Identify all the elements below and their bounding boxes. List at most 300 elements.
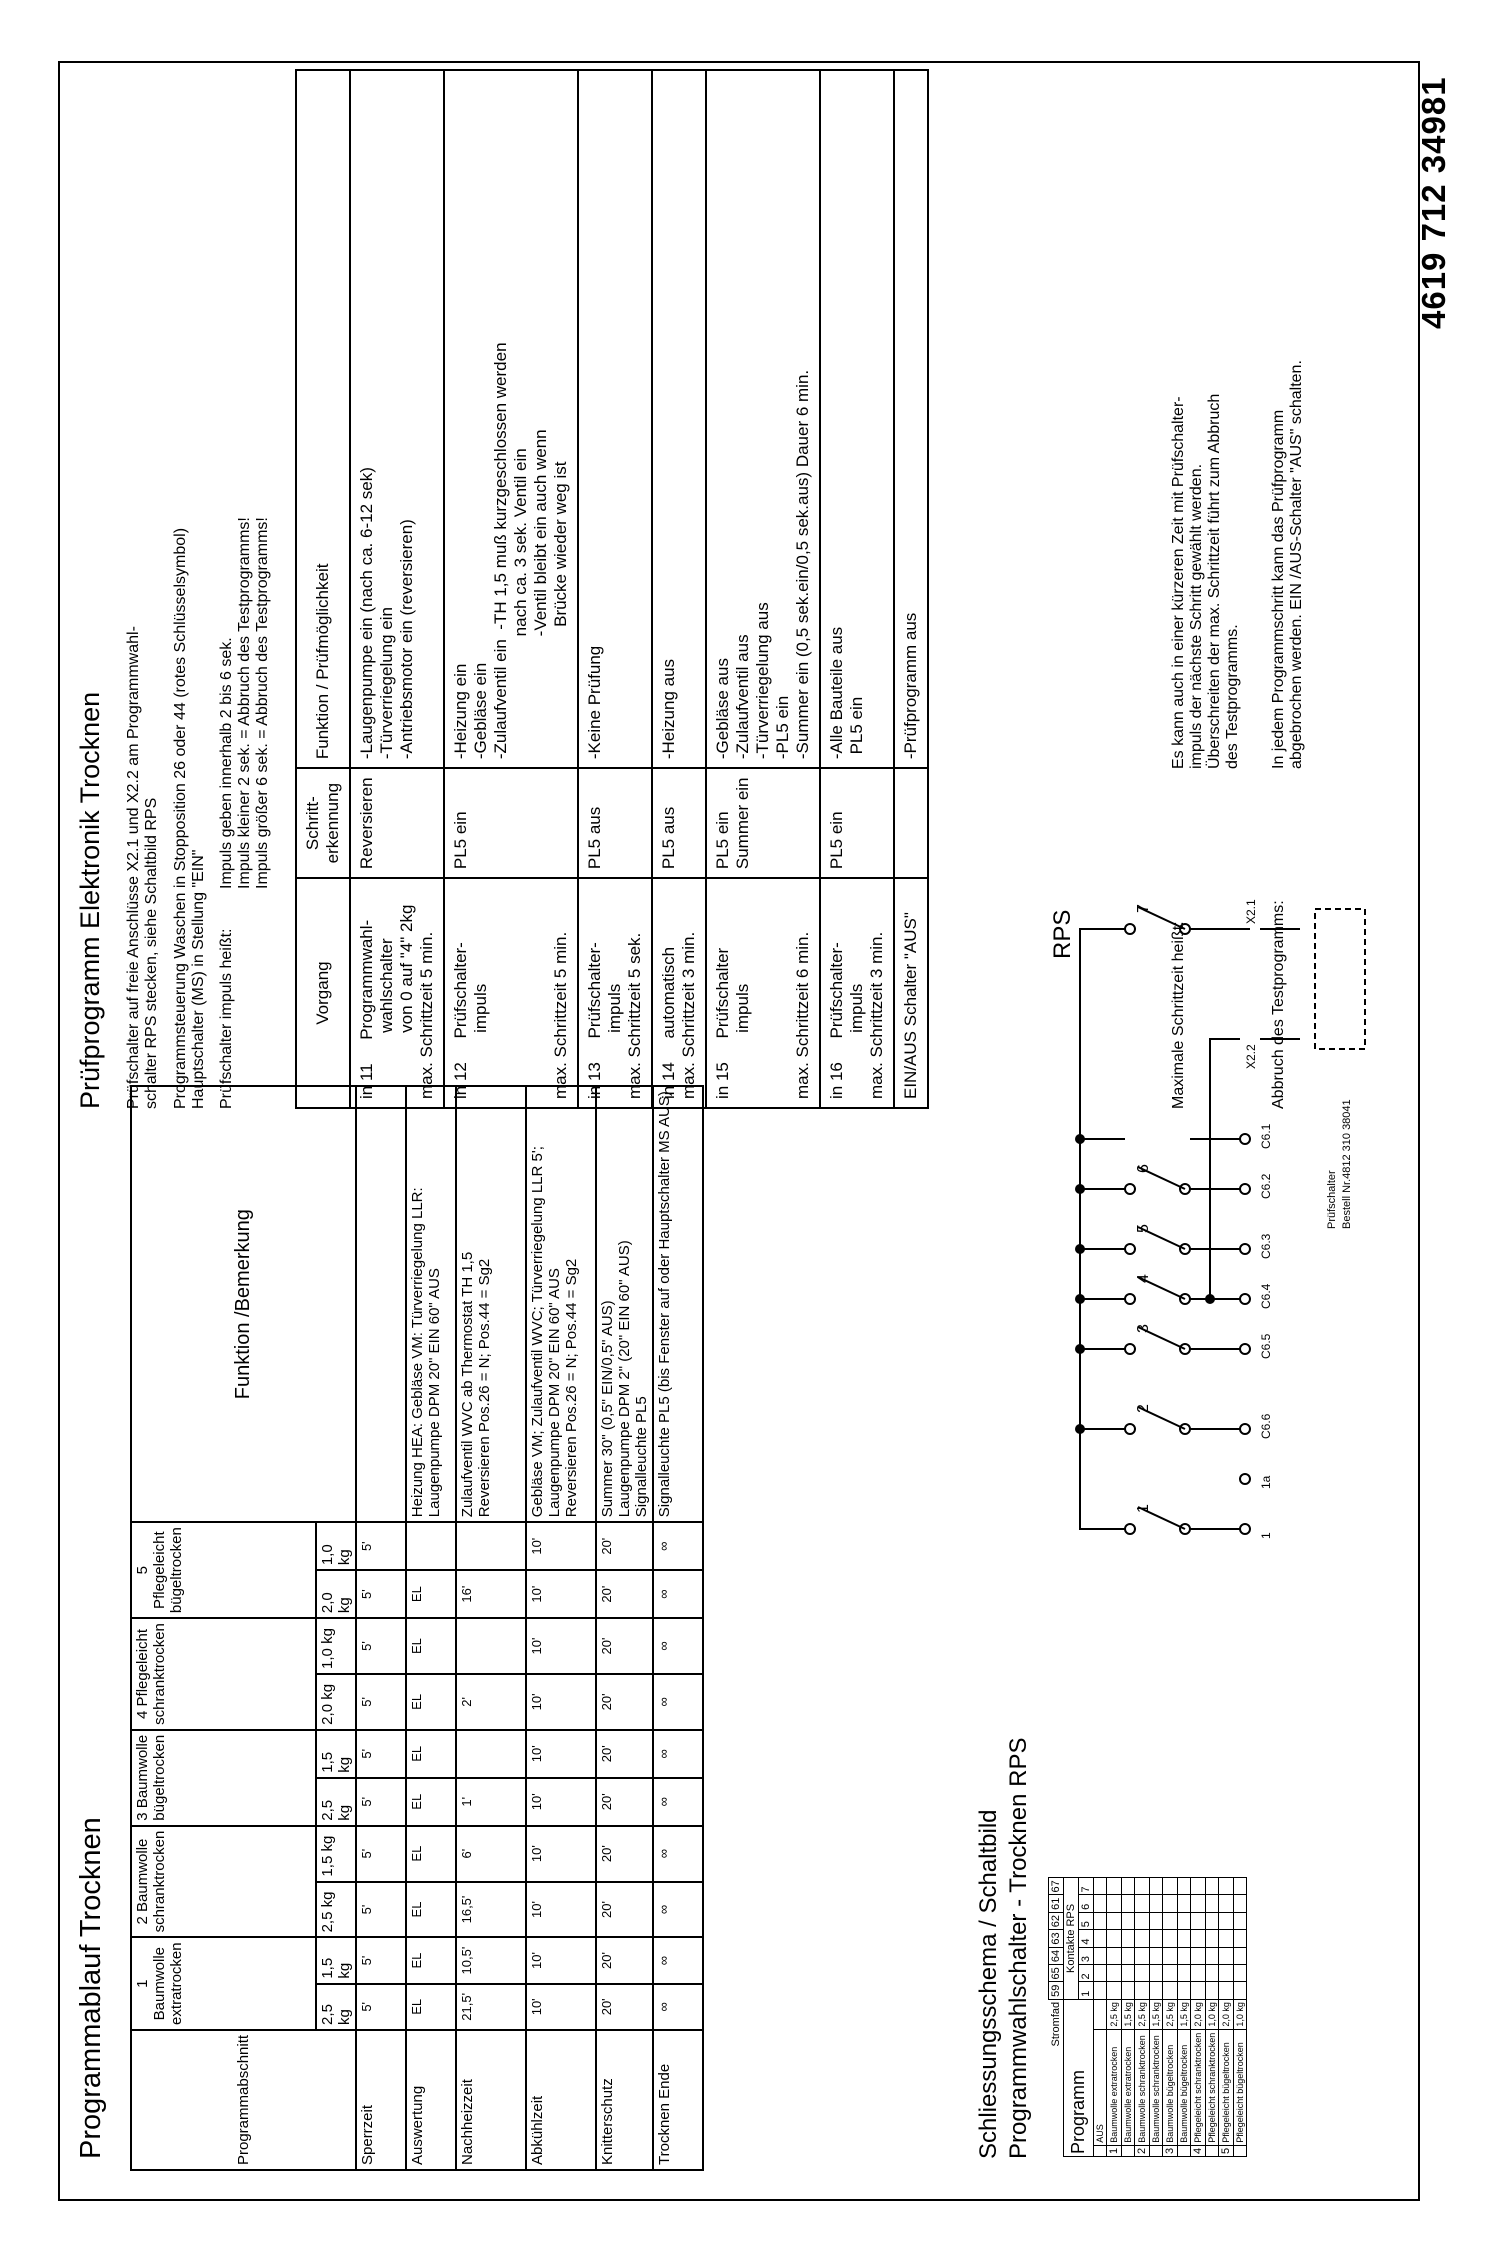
schema-contact-cell	[1191, 1878, 1206, 1895]
pa-value: ∞	[653, 1570, 703, 1618]
schema-contact-cell	[1234, 1930, 1247, 1947]
circuit-branches	[1080, 1139, 1125, 1429]
pa-value: 21,5'	[456, 1984, 526, 2030]
schema-contact-cell	[1094, 1982, 1107, 1999]
pp-row	[444, 70, 578, 1108]
pa-value: 5'	[356, 1826, 406, 1882]
pa-value: EL	[406, 1984, 456, 2030]
pp-schritt: PL5 ein Summer ein	[706, 768, 820, 878]
pruefschalter-label: Prüfschalter	[1326, 1170, 1338, 1229]
schema-contact-cell	[1122, 1878, 1135, 1895]
terminal	[1240, 1244, 1250, 1254]
schema-contact-cell	[1178, 1878, 1191, 1895]
pp-funktion: -Prüfprogramm aus	[894, 70, 928, 768]
terminal	[1240, 1294, 1250, 1304]
pa-load: 1,0 kg	[316, 1618, 356, 1674]
schema-contact-cell	[1122, 1930, 1135, 1947]
schema-contact-cell	[1191, 1912, 1206, 1929]
schema-contact-cell	[1206, 1912, 1219, 1929]
circuit-switch-leads	[1190, 929, 1250, 1529]
schema-kontakt-cell: 5	[1079, 1912, 1094, 1929]
pa-load: 2,5 kg	[316, 1882, 356, 1938]
pa-function: Gebläse VM; Zulaufventil WVC; Türverriegelung LLR 5'; Laugenpumpe DPM 20" EIN 60" AUS Reversieren Pos.26 = N; Pos.44 = Sg2	[526, 1086, 596, 1522]
pa-step: Knitterschutz	[596, 2030, 653, 2170]
schema-contact-cell	[1135, 1895, 1150, 1912]
schema-row-load: 1,5 kg	[1178, 1999, 1191, 2029]
pa-value: 5'	[356, 1570, 406, 1618]
schema-contact-cell	[1135, 1930, 1150, 1947]
schema-stromfad-cell: 67	[1049, 1878, 1064, 1895]
schema-contact-cell	[1094, 1912, 1107, 1929]
terminal-label: C6.6	[1259, 1413, 1273, 1439]
pa-value: 20'	[596, 1826, 653, 1882]
pa-value: 16,5'	[456, 1882, 526, 1938]
schema-contact-cell	[1163, 1982, 1178, 1999]
schema-program-row	[1178, 1878, 1191, 2157]
switch-contact	[1125, 1274, 1190, 1304]
schema-contact-cell	[1107, 1982, 1122, 1999]
schema-contact-cell	[1150, 1878, 1163, 1895]
pa-value: 10'	[526, 1882, 596, 1938]
max-text: Es kann auch in einer kürzeren Zeit mit Prüfschalter- impuls der nächste Schritt gewählt werden. Überschreiten der max. Schrittzeit führt zum Abbruch des Testprogramms.	[1170, 393, 1241, 769]
schema-contact-cell	[1219, 1947, 1234, 1964]
pa-value: 10'	[526, 1778, 596, 1826]
schema-contact-cell	[1135, 1947, 1150, 1964]
pa-load: 1,5 kg	[316, 1826, 356, 1882]
schema-contact-cell	[1178, 1947, 1191, 1964]
max-label: Maximale Schrittzeit heißt:	[1170, 921, 1187, 1109]
schema-contact-cell	[1178, 1895, 1191, 1912]
schema-row-no: 1	[1107, 2145, 1122, 2156]
pa-program-3	[131, 1730, 316, 1826]
switch-contact	[1125, 1224, 1190, 1254]
terminal-label: C6.4	[1259, 1283, 1273, 1309]
schema-row-label: Baumwolle extratrocken	[1107, 2029, 1122, 2145]
pa-load: 2,0 kg	[316, 1570, 356, 1618]
pruefprogramm-para1: Prüfschalter auf freie Anschlüsse X2.1 und X2.2 am Programmwahl- schalter RPS stecken, siehe Schaltbild RPS	[125, 626, 160, 1109]
schema-stromfad-cell: 65	[1049, 1965, 1064, 1982]
schema-contact-cell	[1206, 1930, 1219, 1947]
pa-load: 2,5 kg	[316, 1984, 356, 2030]
schema-contact-cell	[1234, 1982, 1247, 1999]
pa-value: 5'	[356, 1618, 406, 1674]
pp-row	[350, 70, 444, 1108]
pa-value: 20'	[596, 1618, 653, 1674]
pp-schritt: PL5 ein	[444, 768, 578, 878]
pa-value: EL	[406, 1570, 456, 1618]
schema-contact-cell	[1234, 1947, 1247, 1964]
pa-value: EL	[406, 1730, 456, 1778]
schema-contact-cell	[1178, 1930, 1191, 1947]
pa-value: EL	[406, 1674, 456, 1730]
schema-row-load: 2,0 kg	[1191, 1999, 1206, 2029]
terminal-label: C6.1	[1259, 1123, 1273, 1149]
schema-row-label: Baumwolle bügeltrocken	[1178, 2029, 1191, 2145]
pp-funktion: -Gebläse aus -Zulaufventil aus -Türverriegelung aus -PL5 ein -Summer ein (0,5 sek.ein/0,5 sek.aus) Dauer 6 min.	[706, 70, 820, 768]
pa-value: ∞	[653, 1778, 703, 1826]
pa-value: 20'	[596, 1522, 653, 1570]
schema-row-label: Pflegeleicht schranktrocken	[1191, 2029, 1206, 2145]
schema-contact-cell	[1219, 1982, 1234, 1999]
schema-contact-cell	[1206, 1895, 1219, 1912]
pa-value	[456, 1522, 526, 1570]
schema-contact-cell	[1107, 1878, 1122, 1895]
schema-row-label: Pflegeleicht bügeltrocken	[1234, 2029, 1247, 2145]
pp-schritt: PL5 aus	[652, 768, 706, 878]
pp-schritt	[894, 768, 928, 878]
schema-kontakte-label: Kontakte RPS	[1064, 1878, 1079, 2000]
pp-funktion: -Keine Prüfung	[578, 70, 652, 768]
terminal	[1240, 1474, 1250, 1484]
schema-contact-cell	[1219, 1912, 1234, 1929]
schema-contact-cell	[1163, 1895, 1178, 1912]
switch-contact	[1125, 1404, 1190, 1434]
pa-step: Auswertung	[406, 2030, 456, 2170]
pp-vorgang: EIN/AUS Schalter "AUS"	[894, 878, 928, 1108]
pa-value: 5'	[356, 1778, 406, 1826]
pruefprogramm-title: Prüfprogramm Elektronik Trocknen	[75, 691, 105, 1109]
schema-contact-cell	[1191, 1930, 1206, 1947]
abbruch-text: In jedem Programmschritt kann das Prüfprogramm abgebrochen werden. EIN /AUS-Schalter "AUS" schalten.	[1270, 360, 1305, 769]
pa-program-3-no: 3	[134, 1812, 151, 1821]
pa-value: 10'	[526, 1618, 596, 1674]
pa-value: 20'	[596, 1570, 653, 1618]
schema-table	[1048, 1877, 1247, 2157]
impuls-text: Impuls geben innerhalb 2 bis 6 sek. Impuls kleiner 2 sek. = Abbruch des Testprogramms! Impuls größer 6 sek. = Abbruch des Testprogramms!	[218, 517, 271, 889]
terminal	[1240, 1524, 1250, 1534]
schema-row-load: 2,0 kg	[1219, 1999, 1234, 2029]
schema-program-row	[1150, 1878, 1163, 2157]
schema-contact-cell	[1135, 1965, 1150, 1982]
pa-value: 20'	[596, 1778, 653, 1826]
schema-row-label: Baumwolle schranktrocken	[1150, 2029, 1163, 2145]
schema-stromfad-cell: 63	[1049, 1930, 1064, 1947]
schema-contact-cell	[1107, 1947, 1122, 1964]
pa-value: 6'	[456, 1826, 526, 1882]
junction-dot	[1075, 1344, 1085, 1354]
pa-step-header: Programmabschnitt	[235, 2034, 252, 2165]
pp-row	[820, 70, 894, 1108]
pa-value: 5'	[356, 1984, 406, 2030]
switch-number: 1	[1135, 1504, 1152, 1513]
schema-stromfad-cell: 62	[1049, 1912, 1064, 1929]
schema-contact-cell	[1094, 1895, 1107, 1912]
schema-contact-cell	[1206, 1982, 1219, 1999]
pp-col-vorgang: Vorgang	[296, 878, 350, 1108]
pa-step: Sperrzeit	[356, 2030, 406, 2170]
document-number: 4619 712 34981	[1415, 76, 1452, 329]
schema-row-no	[1122, 2145, 1135, 2156]
schema-contact-cell	[1094, 1947, 1107, 1964]
schema-contact-cell	[1234, 1878, 1247, 1895]
pa-load: 1,0 kg	[316, 1522, 356, 1570]
terminal	[1240, 1134, 1250, 1144]
pa-row	[406, 1086, 456, 2170]
pruefprogramm-para2: Programmsteuerung Waschen in Stopposition 26 oder 44 (rotes Schlüsselsymbol) Hauptschalter (MS) in Stellung "EIN"	[172, 527, 207, 1109]
switch-number: 2	[1135, 1404, 1152, 1413]
pa-value: 10'	[526, 1937, 596, 1983]
pa-value: 10'	[526, 1984, 596, 2030]
schema-row-load: 2,5 kg	[1163, 1999, 1178, 2029]
circuit-c65-link	[1190, 1039, 1240, 1299]
schema-contact-cell	[1219, 1895, 1234, 1912]
pa-value: ∞	[653, 1618, 703, 1674]
pa-program-5-no: 5	[134, 1565, 151, 1575]
terminal-label: C6.2	[1259, 1173, 1273, 1199]
pp-funktion: -Heizung aus	[652, 70, 706, 768]
schema-kontakt-cell: 6	[1079, 1895, 1094, 1912]
switch-number: 3	[1135, 1324, 1152, 1333]
schema-contact-cell	[1150, 1895, 1163, 1912]
schema-contact-cell	[1150, 1912, 1163, 1929]
schema-row-label: Baumwolle bügeltrocken	[1163, 2029, 1178, 2145]
pa-value: 2'	[456, 1674, 526, 1730]
pa-value: 10'	[526, 1570, 596, 1618]
switch-contact	[1125, 1324, 1190, 1354]
circuit-diagram	[1040, 899, 1400, 1549]
schema-kontakte-label-row	[1064, 1878, 1079, 2157]
pa-program-5-name: Pflegeleicht bügeltrocken	[151, 1527, 185, 1614]
pa-program-5	[131, 1522, 316, 1618]
pa-load: 1,5 kg	[316, 1730, 356, 1778]
pp-col-schritt: Schritt- erkennung	[296, 768, 350, 878]
pp-funktion: -Laugenpumpe ein (nach ca. 6-12 sek) -Türverriegelung ein -Antriebsmotor ein (reversieren)	[350, 70, 444, 768]
pa-value: EL	[406, 1778, 456, 1826]
rps-label: RPS	[1049, 909, 1076, 959]
schema-row-load: 1,0 kg	[1234, 1999, 1247, 2029]
schema-contact-cell	[1107, 1965, 1122, 1982]
schema-row-load: 1,0 kg	[1206, 1999, 1219, 2029]
schema-contact-cell	[1135, 1912, 1150, 1929]
schema-contact-cell	[1107, 1912, 1122, 1929]
pa-row	[356, 1086, 406, 2170]
schema-row-label: AUS	[1094, 2029, 1107, 2145]
schema-contact-cell	[1219, 1878, 1234, 1895]
pp-funktion: -Alle Bauteile aus PL5 ein	[820, 70, 894, 768]
pa-value: 10'	[526, 1522, 596, 1570]
schema-program-row	[1219, 1878, 1234, 2157]
schema-row-no	[1150, 2145, 1163, 2156]
pp-header-row	[296, 70, 350, 1108]
terminal-label: C6.3	[1259, 1233, 1273, 1259]
pa-value: 5'	[356, 1937, 406, 1983]
pp-vorgang: in 11 Programmwahl- wahlschalter von 0 auf "4" 2kg max. Schrittzeit 5 min.	[350, 878, 444, 1108]
pa-row	[456, 1086, 526, 2170]
circuit-top-bus	[1080, 929, 1125, 1529]
schema-contact-cell	[1206, 1947, 1219, 1964]
pp-col-funktion: Funktion / Prüfmöglichkeit	[296, 70, 350, 768]
pa-row	[653, 1086, 703, 2170]
pa-step: Nachheizzeit	[456, 2030, 526, 2170]
schema-row-label: Pflegeleicht schranktrocken	[1206, 2029, 1219, 2145]
schema-row-no	[1178, 2145, 1191, 2156]
switch-number: 7	[1135, 904, 1152, 913]
pp-vorgang: in 14 automatisch max. Schrittzeit 3 min.	[652, 878, 706, 1108]
schema-program-row	[1094, 1878, 1107, 2157]
pa-value: 1'	[456, 1778, 526, 1826]
x22-label: X2.2	[1244, 1044, 1258, 1069]
schema-row-no	[1094, 2145, 1107, 2156]
schema-contact-cell	[1163, 1878, 1178, 1895]
programmablauf-title: Programmablauf Trocknen	[75, 1817, 107, 2159]
schema-stromfad-cell: 59	[1049, 1982, 1064, 1999]
pa-function: Heizung HEA: Gebläse VM: Türverriegelung LLR: Laugenpumpe DPM 20" EIN 60" AUS	[406, 1086, 456, 1522]
pp-vorgang: in 16 Prüfschalter- impuls max. Schrittzeit 3 min.	[820, 878, 894, 1108]
pa-value: ∞	[653, 1882, 703, 1938]
pp-row	[894, 70, 928, 1108]
pa-program-1-no: 1	[134, 1979, 151, 1988]
pa-value: 5'	[356, 1674, 406, 1730]
schema-contact-cell	[1234, 1912, 1247, 1929]
pa-program-1	[131, 1937, 316, 2030]
pa-function-header-cell	[131, 1086, 356, 1522]
terminal-label: C6.5	[1259, 1333, 1273, 1359]
schema-row-load: 2,5 kg	[1135, 1999, 1150, 2029]
schema-title-2: Programmwahlschalter - Trocknen RPS	[1005, 1737, 1032, 2159]
schema-contact-cell	[1107, 1895, 1122, 1912]
pa-function: Signalleuchte PL5 (bis Fenster auf oder Hauptschalter MS AUS)	[653, 1086, 703, 1522]
pa-value: 10,5'	[456, 1937, 526, 1983]
schema-program-row	[1163, 1878, 1178, 2157]
schema-program-row	[1135, 1878, 1150, 2157]
junction-dot	[1075, 1184, 1085, 1194]
schema-contact-cell	[1178, 1982, 1191, 1999]
schema-stromfad-cell: 64	[1049, 1947, 1064, 1964]
schema-kontakt-cell: 1	[1079, 1982, 1094, 1999]
schema-contact-cell	[1178, 1965, 1191, 1982]
pa-value: 16'	[456, 1570, 526, 1618]
terminal	[1240, 1184, 1250, 1194]
schema-contact-cell	[1163, 1912, 1178, 1929]
pa-value	[406, 1522, 456, 1570]
schema-contact-cell	[1107, 1930, 1122, 1947]
schema-title-1: Schliessungsschema / Schaltbild	[975, 1809, 1002, 2159]
schema-stromfad-cell: 61	[1049, 1895, 1064, 1912]
pp-schritt: Reversieren	[350, 768, 444, 878]
pa-row	[526, 1086, 596, 2170]
schema-program-row	[1206, 1878, 1219, 2157]
schema-contact-cell	[1234, 1895, 1247, 1912]
terminal	[1240, 1344, 1250, 1354]
schema-stromfad-label: Stromfad	[1049, 2001, 1062, 2047]
schema-row-no: 3	[1163, 2145, 1178, 2156]
schema-program-row	[1107, 1878, 1122, 2157]
schema-contact-cell	[1122, 1895, 1135, 1912]
schema-row-load: 1,5 kg	[1150, 1999, 1163, 2029]
schema-contact-cell	[1122, 1965, 1135, 1982]
schema-contact-cell	[1191, 1965, 1206, 1982]
schema-contact-cell	[1206, 1965, 1219, 1982]
pa-value: ∞	[653, 1522, 703, 1570]
pa-program-4	[131, 1618, 316, 1730]
pp-vorgang: in 15 Prüfschalter impuls max. Schrittzeit 6 min.	[706, 878, 820, 1108]
schema-stromfad-row	[1049, 1878, 1064, 2157]
pa-value: 20'	[596, 1984, 653, 2030]
junction-dot	[1075, 1424, 1085, 1434]
pp-vorgang: in 13 Prüfschalter- impuls max. Schrittzeit 5 sek.	[578, 878, 652, 1108]
schema-contact-cell	[1135, 1878, 1150, 1895]
pa-value: 10'	[526, 1826, 596, 1882]
pa-value: EL	[406, 1826, 456, 1882]
schema-contact-cell	[1150, 1947, 1163, 1964]
schema-kontakt-cell: 3	[1079, 1947, 1094, 1964]
pa-load: 1,5 kg	[316, 1937, 356, 1983]
schema-row-no	[1234, 2145, 1247, 2156]
schema-contact-cell	[1094, 1930, 1107, 1947]
terminal-label: 1a	[1259, 1475, 1273, 1489]
pa-value: 20'	[596, 1674, 653, 1730]
schema-contact-cell	[1219, 1965, 1234, 1982]
schema-contact-cell	[1150, 1982, 1163, 1999]
pa-row	[596, 1086, 653, 2170]
pa-value: EL	[406, 1618, 456, 1674]
junction-dot	[1205, 1294, 1215, 1304]
schema-contact-cell	[1135, 1982, 1150, 1999]
schema-contact-cell	[1191, 1895, 1206, 1912]
pa-value: ∞	[653, 1730, 703, 1778]
schema-program-row	[1191, 1878, 1206, 2157]
terminal-label: 1	[1259, 1532, 1273, 1539]
schema-kontakt-cell: 7	[1079, 1878, 1094, 1895]
pp-schritt: PL5 ein	[820, 768, 894, 878]
schema-contact-cell	[1219, 1930, 1234, 1947]
schema-row-load: 1,5 kg	[1122, 1999, 1135, 2029]
pa-value: ∞	[653, 1826, 703, 1882]
pa-step: Trocknen Ende	[653, 2030, 703, 2170]
schema-row-no: 4	[1191, 2145, 1206, 2156]
pa-value: EL	[406, 1882, 456, 1938]
schema-contact-cell	[1234, 1965, 1247, 1982]
pa-program-2	[131, 1826, 316, 1938]
pa-program-1-name: Baumwolle extratrocken	[151, 1942, 185, 2025]
schema-row-label: Pflegeleicht bügeltrocken	[1219, 2029, 1234, 2145]
pp-row	[706, 70, 820, 1108]
pa-value	[456, 1618, 526, 1674]
pa-value: EL	[406, 1937, 456, 1983]
schema-row-load	[1094, 1999, 1107, 2029]
schema-row-load: 2,5 kg	[1107, 1999, 1122, 2029]
switch-contact	[1125, 1504, 1190, 1534]
switch-number: 4	[1135, 1274, 1152, 1283]
pa-program-2-no: 2	[134, 1916, 151, 1925]
schema-contact-cell	[1191, 1982, 1206, 1999]
pp-row	[578, 70, 652, 1108]
pa-program-2-name: Baumwolle schranktrocken	[134, 1830, 168, 1933]
pa-value: 10'	[526, 1674, 596, 1730]
schema-row-no	[1206, 2145, 1219, 2156]
pa-value: 20'	[596, 1882, 653, 1938]
schema-program-row	[1234, 1878, 1247, 2157]
pp-schritt: PL5 aus	[578, 768, 652, 878]
schema-contact-cell	[1122, 1947, 1135, 1964]
pa-program-4-name: Pflegeleicht schranktrocken	[134, 1623, 168, 1725]
pa-program-4-no: 4	[134, 1710, 151, 1719]
pa-load: 2,5 kg	[316, 1778, 356, 1826]
schema-contact-cell	[1094, 1878, 1107, 1895]
schema-row-no: 2	[1135, 2145, 1150, 2156]
schema-kontakt-cell: 4	[1079, 1930, 1094, 1947]
pa-step: Abkühlzeit	[526, 2030, 596, 2170]
schema-kontakt-cell: 2	[1079, 1965, 1094, 1982]
abbruch-label: Abbruch des Testprogramms:	[1270, 900, 1287, 1109]
pa-value: 5'	[356, 1882, 406, 1938]
junction-dot	[1075, 1244, 1085, 1254]
pa-function	[356, 1086, 406, 1522]
pa-value: 20'	[596, 1937, 653, 1983]
pruefschalter-box	[1315, 909, 1365, 1049]
pa-value: 20'	[596, 1730, 653, 1778]
pa-value: ∞	[653, 1984, 703, 2030]
